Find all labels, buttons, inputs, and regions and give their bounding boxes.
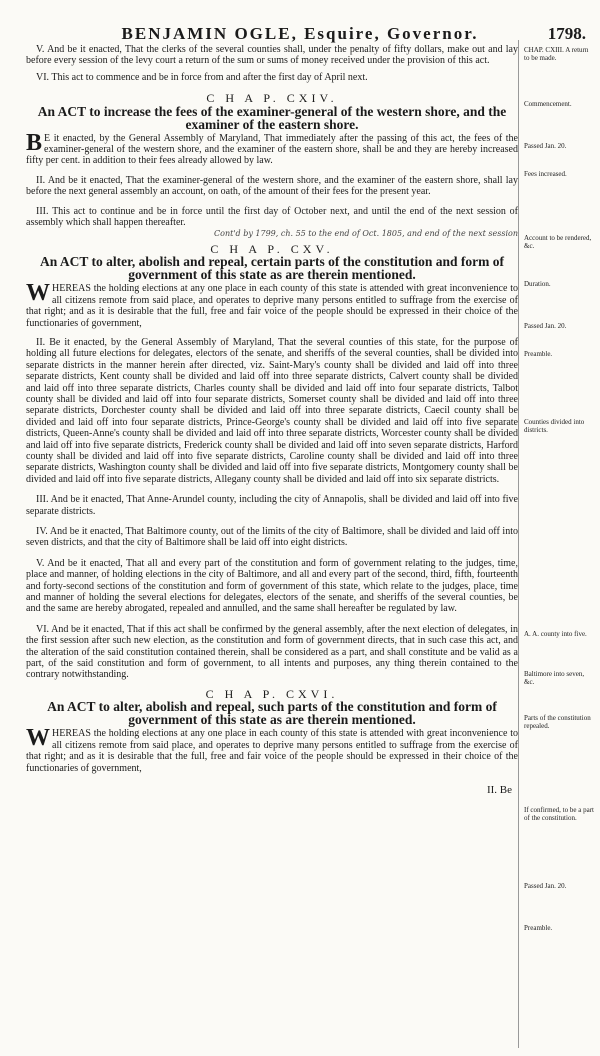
margin-note-confirmed: If confirmed, to be a part of the constitution. [524, 806, 594, 822]
act-115-preamble: WHEREAS the holding elections at any one place in each county of this state is attended with great inconvenience to all citizens remote from said place, and operates to deprive many persons entitled to suffrage from the exercise of that right; and as it is desirable that the full, free and fair voice of the people should be expressed in their choice of the functionaries of government, [26, 280, 518, 329]
margin-note-baltimore: Baltimore into seven, &c. [524, 670, 585, 686]
act-title-116: An ACT to alter, abolish and repeal, such parts of the constitution and form of government of this state as are therein mentioned. [47, 699, 497, 728]
act-116-preamble: WHEREAS the holding elections at any one place in each county of this state is attended with great inconvenience to all citizens remote from said place, and operates to deprive many persons entitled to suffrage from the exercise of that right; and as it is desirable that the full, free and fair voice of the people should be expressed in their choice of the functionaries of government, [26, 725, 518, 774]
running-header: BENJAMIN OGLE, Esquire, Governor. [121, 24, 479, 43]
act-115-section-vi: VI. And be it enacted, That if this act shall be confirmed by the general assembly, after the next election of delegates, in the first session after such new election, as the constitution and form of government directs, that in such case this act, and the alteration of the said constitution contained therein, shall be considered as a part, and shall constitute and be valid as a part, of the said constitution and form of government, to all intents and purposes, any thing therein contained to the contrary notwithstanding. [26, 623, 518, 681]
margin-note-passed-116: Passed Jan. 20. [524, 882, 567, 890]
main-column [26, 44, 518, 807]
chapter-heading-114: C H A P. CXIV. [206, 91, 338, 106]
section-v: V. And be it enacted, That the clerks of the several counties shall, under the penalty of fifty dollars, make out and lay before every session of the levy court a return of the sum or sums of money received under the provision of this act. [26, 44, 518, 67]
act-115-section-iv: IV. And be it enacted, That Baltimore county, out of the limits of the city of Baltimore, shall be divided and laid off into seven districts, and that the city of Baltimore shall be laid off into eight districts. [26, 526, 518, 549]
act-114-para-2: II. And be it enacted, That the examiner-general of the western shore, and the examiner of the eastern shore, shall lay before the next general assembly an account, on oath, of the amount of their fees for the present year. [26, 174, 518, 198]
margin-note-commencement: Commencement. [524, 100, 572, 108]
act-114-para-1: B E it enacted, by the General Assembly of Maryland, That immediately after the passing of this act, the fees of the examiner-general of the western shore, and the examiner of the eastern shore, shall be and they are hereby increased fifty per cent. in addition to their fees already allowed by law. [26, 129, 518, 167]
handwritten-annotation: Cont'd by 1799, ch. 55 to the end of Oct. 1805, and end of the next session [214, 229, 518, 239]
margin-note-districts: Counties divided into districts. [524, 418, 585, 434]
act-title-114: An ACT to increase the fees of the examiner-general of the western shore, and the examiner of the eastern shore. [37, 103, 507, 132]
catchword: II. Be [486, 783, 512, 796]
chapter-heading-116: C H A P. CXVI. [205, 686, 339, 701]
margin-note-account: Account to be rendered, &c. [524, 234, 592, 250]
act-115-section-ii: II. Be it enacted, by the General Assembly of Maryland, That the several counties of this state, for the purpose of holding all future elections for delegates, electors of the senate, and sheriffs of the several counties, shall be divided into separate districts in the manner herein after directed, viz. Saint-Mary's county shall be divided and laid off into three separate districts, Kent county shall be divided and laid off into three separate districts, Calvert county shall be divided and laid off into three separate districts, Charles county shall be divided and laid off into four separate districts, Talbot county shall be divided and laid off into four separate districts, Somerset county shall be divided and laid off into three separate districts, Dorchester county shall be divided and laid off into three separate districts, Caecil county shall be divided and laid off into four separate districts, Prince-George's county shall be divided and laid off into five separate districts, Queen-Anne's county shall be divided and laid off into three separate districts, Worcester county shall be divided and laid off into five separate districts, Frederick county shall be divided and laid off into seven separate districts, Harford county shall be divided and laid off into five separate districts, Caroline county shall be divided and laid off into three separate districts, Washington county shall be divided and laid off into five separate districts, Montgomery county shall be divided and laid off into five separate districts, Allegany county shall be divided and laid off into six separate districts. [26, 336, 518, 485]
margin-note-duration: Duration. [524, 280, 551, 288]
page-year: 1798. [547, 24, 586, 43]
margin-note-preamble-116: Preamble. [524, 924, 553, 932]
margin-note-preamble-115: Preamble. [524, 350, 553, 358]
act-115-section-v: V. And be it enacted, That all and every part of the constitution and form of government relating to the judges, time, place and manner, of holding elections in the city of Baltimore, and all and every part of the second, third, fifth, fourteenth and forty-second sections of the constitution and form of government of this state, which relate to the judges, place, time and manner of holding the several elections for delegates, electors of the senate, and sheriffs of the several counties, be and the same are hereby abrogated, repealed and annulled, and the same shall hereafter be regulated by law. [26, 557, 518, 615]
margin-note-fees: Fees increased. [524, 170, 567, 178]
margin-rule [518, 40, 519, 1048]
drop-cap-w-2: W [26, 725, 50, 752]
act-114-para-3: III. This act to continue and be in force until the first day of October next, and until the end of the next session of assembly which shall happen thereafter. [26, 205, 518, 229]
act-title-115: An ACT to alter, abolish and repeal, certain parts of the constitution and form of government of this state as are therein mentioned. [39, 254, 504, 283]
margin-note-passed-115: Passed Jan. 20. [524, 322, 567, 330]
act-115-section-iii: III. And be it enacted, That Anne-Arundel county, including the city of Annapolis, shall be divided and laid off into five separate districts. [26, 494, 518, 517]
margin-note-passed-114: Passed Jan. 20. [524, 142, 567, 150]
drop-cap-b: B [26, 129, 43, 156]
margin-note-repealed: Parts of the constitution repealed. [524, 714, 591, 730]
section-vi: VI. This act to commence and be in force from and after the first day of April next. [36, 71, 368, 83]
margin-note-chap113: CHAP. CXIII. A return to be made. [524, 46, 589, 62]
chapter-heading-115: C H A P. CXV. [210, 241, 334, 256]
margin-note-aa-county: A. A. county into five. [524, 630, 587, 638]
drop-cap-w: W [26, 280, 50, 307]
